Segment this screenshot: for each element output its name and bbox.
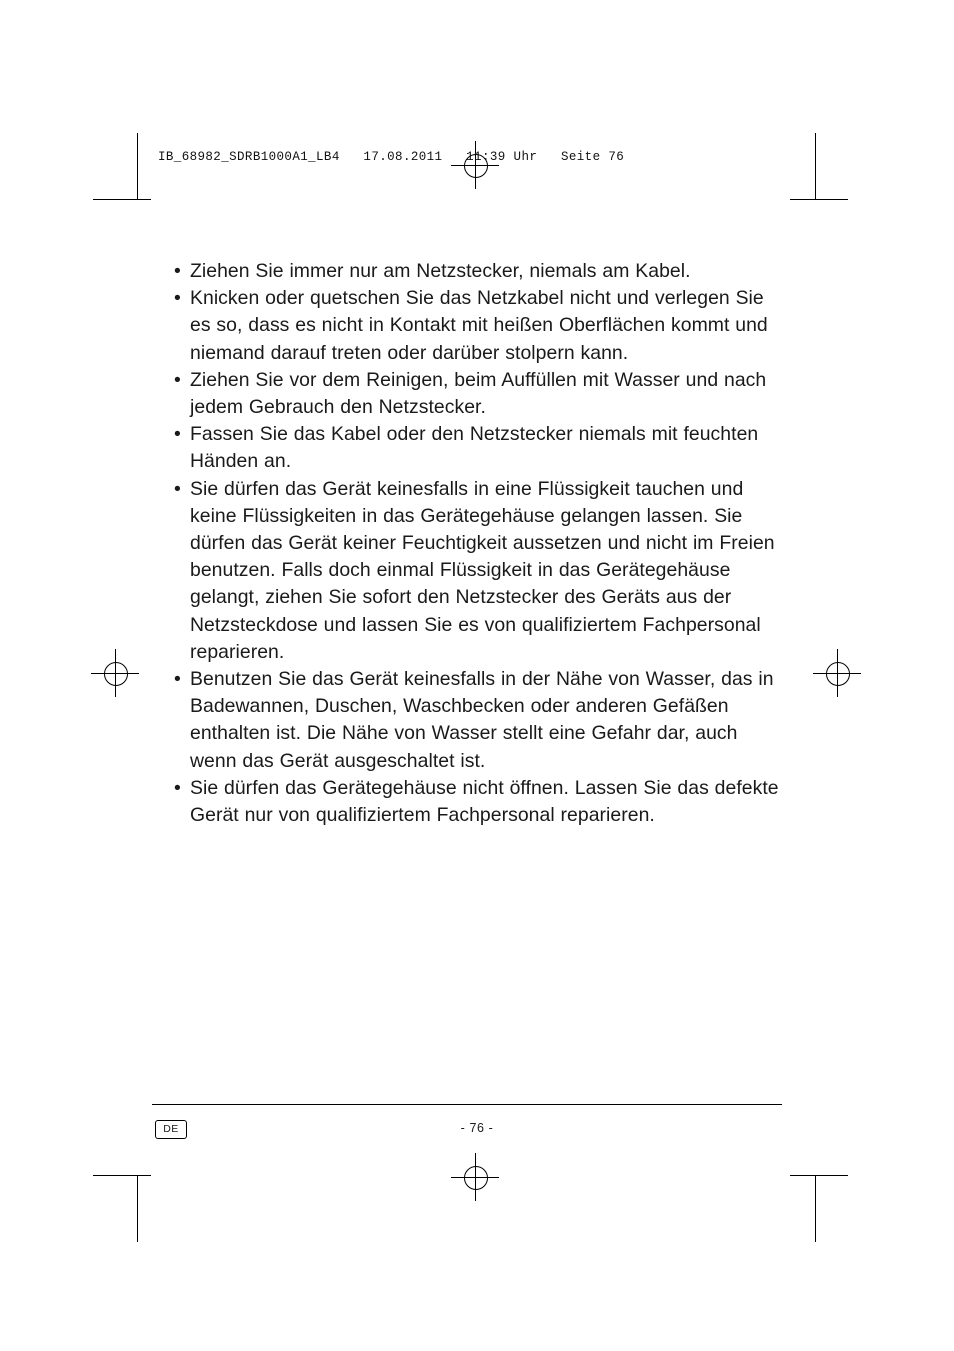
list-item-text: Ziehen Sie immer nur am Netzstecker, niemals am Kabel.: [190, 260, 691, 282]
footer-divider: [152, 1104, 782, 1105]
safety-instructions-list: [172, 258, 782, 829]
bullet-icon: •: [174, 368, 181, 391]
crop-mark-top-right-horizontal: [790, 199, 848, 200]
bullet-icon: •: [174, 477, 181, 500]
bullet-icon: •: [174, 260, 181, 282]
registration-mark-left: [104, 662, 128, 686]
bullet-icon: •: [174, 668, 181, 691]
crop-mark-top-left-horizontal: [93, 199, 151, 200]
list-item: [172, 367, 782, 421]
crop-mark-bottom-right-horizontal: [790, 1175, 848, 1176]
list-item-text: Fassen Sie das Kabel oder den Netzstecker niemals mit feuchten Händen an.: [190, 423, 759, 473]
registration-mark-bottom-cross-horizontal: [451, 1177, 499, 1178]
list-item: [172, 285, 782, 367]
page-number: - 76 -: [460, 1121, 494, 1135]
list-item-text: Benutzen Sie das Gerät keinesfalls in der Nähe von Wasser, das in Badewannen, Duschen, Waschbecken oder anderen Gefäßen enthalten ist. Die Nähe von Wasser stellt eine Gefahr dar, auch wenn das Gerät ausgeschaltet ist.: [190, 668, 774, 772]
list-item: [172, 421, 782, 475]
crop-mark-top-right-vertical: [815, 133, 816, 200]
registration-mark-right: [826, 662, 850, 686]
registration-mark-bottom: [464, 1166, 488, 1190]
crop-mark-bottom-right-vertical: [815, 1175, 816, 1242]
bullet-icon: •: [174, 423, 181, 446]
language-badge: DE: [155, 1120, 187, 1139]
crop-mark-top-left-vertical: [137, 133, 138, 200]
list-item-text: Ziehen Sie vor dem Reinigen, beim Auffüllen mit Wasser und nach jedem Gebrauch den Netzstecker.: [190, 368, 767, 419]
list-item-text: Sie dürfen das Gerät keinesfalls in eine Flüssigkeit tauchen und keine Flüssigkeiten in das Gerätegehäuse gelangen lassen. Sie dürfen das Gerät keiner Feuchtigkeit aussetzen und nicht im Freien benutzen. Falls doch einmal Flüssigkeit in das Gerätegehäuse gelangt, ziehen Sie sofort den Netzstecker des Geräts aus der Netzsteckdose und lassen Sie es von qualifiziertem Fachpersonal reparieren.: [190, 477, 775, 663]
list-item-text: Sie dürfen das Gerätegehäuse nicht öffnen. Lassen Sie das defekte Gerät nur von qualifiziertem Fachpersonal reparieren.: [190, 776, 779, 827]
list-item: [172, 476, 782, 666]
bullet-icon: •: [174, 776, 181, 799]
crop-mark-bottom-left-vertical: [137, 1175, 138, 1242]
registration-mark-left-cross-horizontal: [91, 673, 139, 674]
registration-mark-top-cross-horizontal: [451, 165, 499, 166]
registration-mark-right-cross-horizontal: [813, 673, 861, 674]
bullet-icon: •: [174, 287, 181, 310]
page-content: [172, 258, 782, 829]
list-item-text: Knicken oder quetschen Sie das Netzkabel nicht und verlegen Sie es so, dass es nicht in Kontakt mit heißen Oberflächen kommt und niemand darauf treten oder darüber stolpern kann.: [190, 287, 768, 364]
list-item: [172, 666, 782, 775]
list-item: [172, 258, 782, 285]
list-item: [172, 775, 782, 829]
print-job-header: IB_68982_SDRB1000A1_LB4 17.08.2011 11:39 Uhr Seite 76: [158, 150, 625, 164]
crop-mark-bottom-left-horizontal: [93, 1175, 151, 1176]
